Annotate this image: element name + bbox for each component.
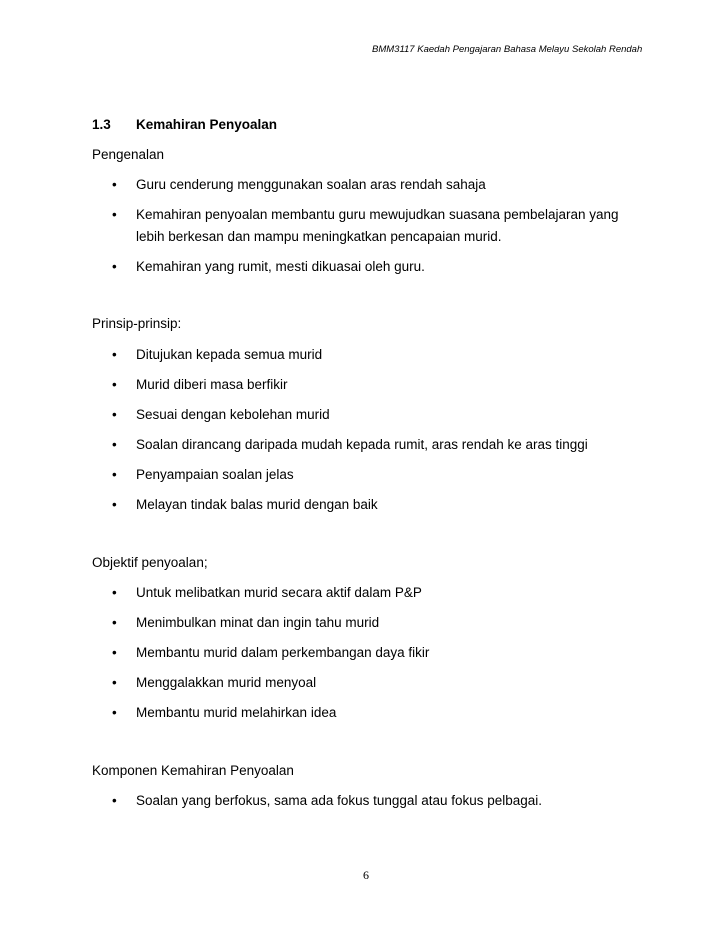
list-item-text: Kemahiran yang rumit, mesti dikuasai oleh guru. — [136, 259, 425, 274]
list-item — [112, 702, 336, 724]
bullet-icon: • — [112, 467, 117, 482]
prinsip-label: Prinsip-prinsip: — [92, 316, 182, 331]
list-item — [112, 582, 422, 604]
running-header: BMM3117 Kaedah Pengajaran Bahasa Melayu Sekolah Rendah — [372, 44, 643, 55]
bullet-icon: • — [112, 437, 117, 452]
list-item — [112, 404, 330, 426]
list-item-text: Menimbulkan minat dan ingin tahu murid — [136, 615, 380, 630]
list-item — [112, 790, 542, 812]
list-item-text: Sesuai dengan kebolehan murid — [136, 407, 330, 422]
komponen-label: Komponen Kemahiran Penyoalan — [92, 763, 294, 778]
list-item-text: Murid diberi masa berfikir — [136, 377, 288, 392]
bullet-icon: • — [112, 207, 117, 222]
bullet-icon: • — [112, 377, 117, 392]
list-item — [112, 494, 378, 516]
list-item — [112, 434, 588, 456]
section-heading — [92, 117, 277, 132]
bullet-icon: • — [112, 347, 117, 362]
section-number: 1.3 — [92, 117, 111, 132]
bullet-icon: • — [112, 497, 117, 512]
bullet-icon: • — [112, 645, 117, 660]
bullet-icon: • — [112, 793, 117, 808]
page-number: 6 — [363, 868, 369, 882]
list-item — [112, 642, 429, 664]
list-item-text: Soalan yang berfokus, sama ada fokus tunggal atau fokus pelbagai. — [136, 793, 543, 808]
list-item — [112, 256, 425, 278]
list-item-text: Soalan dirancang daripada mudah kepada rumit, aras rendah ke aras tinggi — [136, 437, 588, 452]
pengenalan-label: Pengenalan — [92, 147, 165, 162]
bullet-icon: • — [112, 259, 117, 274]
list-item — [112, 612, 379, 634]
list-item — [112, 344, 322, 366]
list-item — [112, 374, 288, 396]
bullet-icon: • — [112, 407, 117, 422]
list-item-text: Membantu murid melahirkan idea — [136, 705, 337, 720]
bullet-icon: • — [112, 615, 117, 630]
list-item-text: Untuk melibatkan murid secara aktif dalam P&P — [136, 585, 422, 600]
list-item-text: Melayan tindak balas murid dengan baik — [136, 497, 378, 512]
bullet-icon: • — [112, 705, 117, 720]
list-item-text: Ditujukan kepada semua murid — [136, 347, 323, 362]
list-item — [112, 204, 631, 248]
list-item-text: Penyampaian soalan jelas — [136, 467, 294, 482]
list-item — [112, 174, 486, 196]
list-item-text: Menggalakkan murid menyoal — [136, 675, 317, 690]
list-item — [112, 672, 316, 694]
objektif-label: Objektif penyoalan; — [92, 555, 208, 570]
bullet-icon: • — [112, 675, 117, 690]
bullet-icon: • — [112, 177, 117, 192]
list-item-text: Kemahiran penyoalan membantu guru mewujudkan suasana pembelajaran yang lebih berkesan dan mampu meningkatkan pencapaian murid. — [136, 207, 619, 244]
list-item — [112, 464, 294, 486]
section-title: Kemahiran Penyoalan — [136, 117, 278, 132]
list-item-text: Guru cenderung menggunakan soalan aras rendah sahaja — [136, 177, 486, 192]
bullet-icon: • — [112, 585, 117, 600]
list-item-text: Membantu murid dalam perkembangan daya fikir — [136, 645, 430, 660]
